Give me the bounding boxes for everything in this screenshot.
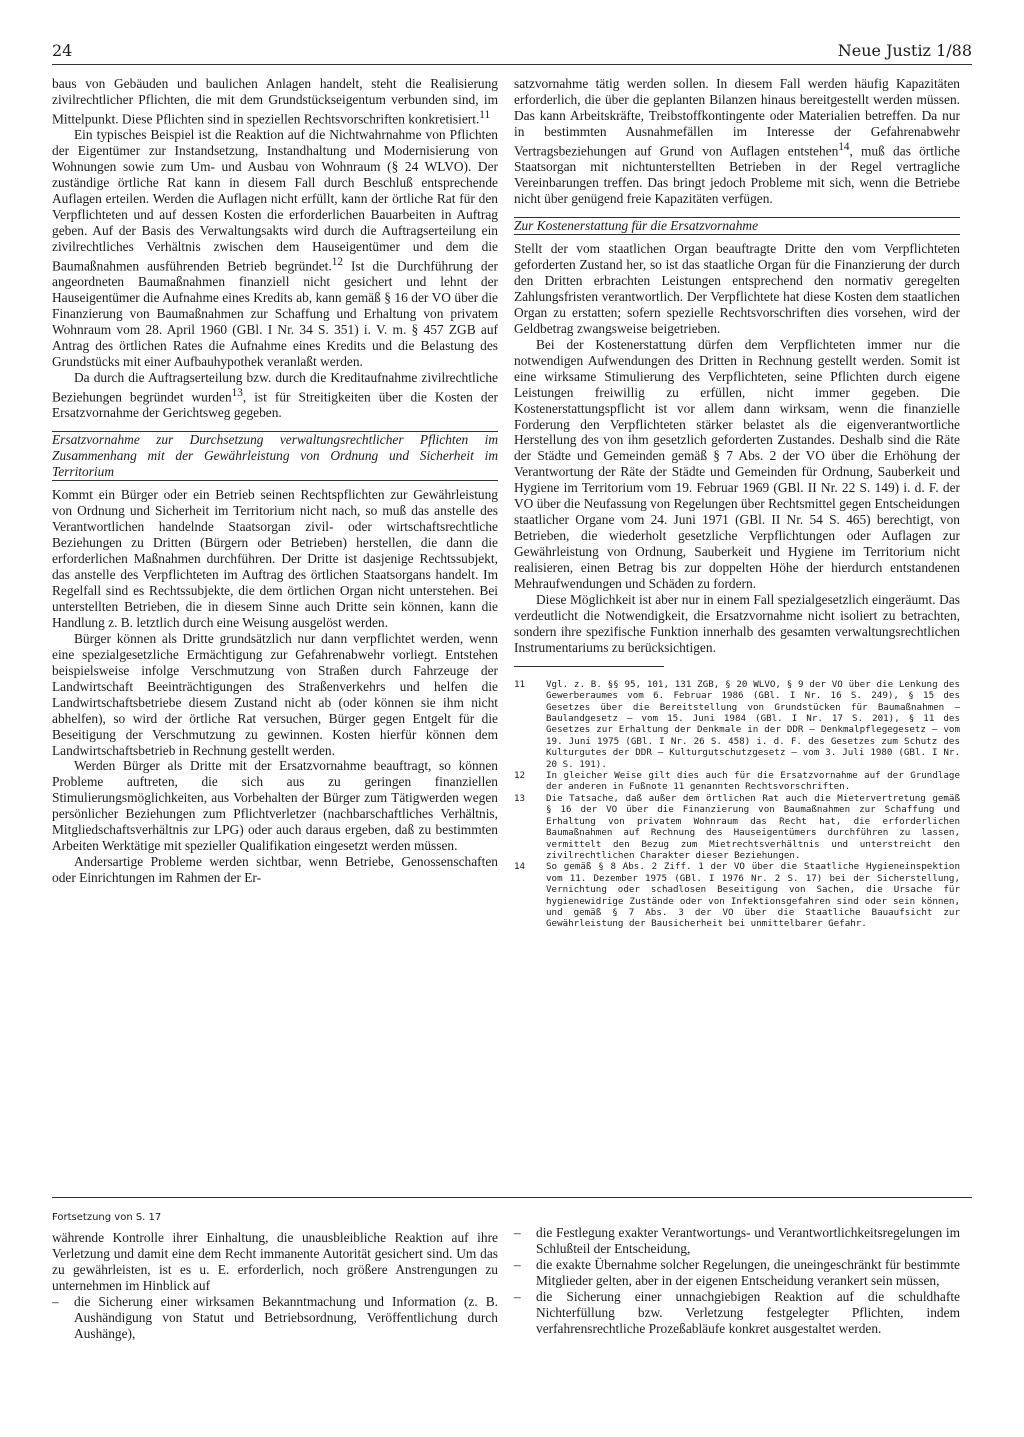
paragraph: Bei der Kostenerstattung dürfen dem Verpflichteten immer nur die notwendigen Aufwendungen des Dritten in Rechnung gestellt werden. Somit ist eine wirksame Stimulierung des Verpflichteten, seine Pflichten durch eigene Leistungen freiwillig zu erfüllen, nicht immer gegeben. Die Kostenerstattungspflicht ist vor allem dann wirksam, wenn die finanzielle Forderung den Verpflichteten stärker belastet als die eigenverantwortliche Herstellung des von ihm gesetzlich geforderten Zustandes. Deshalb sind die Räte der Städte und Gemeinden gemäß § 7 Abs. 2 der VO über die Erhöhung der Verantwortung der Räte der Städte und Gemeinden für Ordnung, Sauberkeit und Hygiene im Territorium vom 19. Februar 1969 (GBl. II Nr. 22 S. 149) i. d. F. der VO über die Neufassung von Regelungen über Rechtsmittel gegen Entscheidungen staatlicher Organe vom 24. Juni 1971 (GBl. II Nr. 54 S. 465) berechtigt, von Betrieben, die wiederholt gesetzliche Verpflichtungen oder Auflagen zur Gewährleistung von Ordnung, Sauberkeit und Hygiene im Territorium nicht realisieren, einen Betrag bis zur doppelten Höhe der hierdurch entstandenen Mehraufwendungen und Schäden zu fordern. [514,336,960,592]
footnote: 12 In gleicher Weise gilt dies auch für die Ersatzvornahme auf der Grundlage der anderen in Fußnote 11 genannten Rechtsvorschriften. [514,770,960,793]
footnote: 14 So gemäß § 8 Abs. 2 Ziff. 1 der VO über die Staatliche Hygieneinspektion vom 11. Dezember 1975 (GBl. I 1976 Nr. 2 S. 17) bei der Sicherstellung, Vernichtung oder schadlosen Beseitigung von Sachen, die Ursache für hygienewidrige Zustände oder von Infektionsgefahren sind oder sein können, und gemäß § 7 Abs. 3 der VO über die Staatliche Bauaufsicht zur Gewährleistung der Bausicherheit bei unmittelbarer Gefahr. [514,861,960,930]
footnote-ref: 11 [479,108,491,121]
paragraph: Bürger können als Dritte grundsätzlich nur dann verpflichtet werden, wenn eine spezialgesetzliche Ermächtigung zur Gefahrenabwehr vorliegt. Entstehen beispielsweise infolge Verschmutzung von Straßen durch Fahrzeuge der Landwirtschaft Beeinträchtigungen des Straßenverkehrs und helfen die Landwirtschaftsbetriebe diesem Zustand nicht ab (oder können sie ihm nicht abhelfen), so wird der örtliche Rat versuchen, Bürger gegen Entgelt für die Beseitigung der Verschmutzung zu gewinnen. Kosten hierfür können dem Landwirtschaftsbetrieb in Rechnung gestellt werden. [52,630,498,758]
list-item: – die Festlegung exakter Verantwortungs- und Verantwortlichkeitsregelungen im Schlußteil der Entscheidung, [514,1225,960,1256]
paragraph: baus von Gebäuden und baulichen Anlagen handelt, steht die Realisierung zivilrechtlicher Pflichten, die mit dem Grundstückseigentum verbunden sind, im Mittelpunkt. Diese Pflichten sind in speziellen Rechtsvorschriften konkretisiert.$^{11}$ [52,76,498,127]
paragraph: Da durch die Auftragserteilung bzw. durch die Kreditaufnahme zivilrechtliche Beziehungen begründet wurden$^{13}$, ist für Streitigkeiten über die Kosten der Ersatzvornahme der Gerichtsweg gegeben. [52,370,498,421]
continuation-left [52,1210,498,1342]
paragraph: währende Kontrolle ihrer Einhaltung, die unausbleibliche Reaktion auf ihre Verletzung und damit eine dem Recht immanente Autorität gesichert sind. Um das zu gewährleisten, ist es u. E. erforderlich, noch größere Anstrengungen zu unternehmen im Hinblick auf [52,1230,498,1293]
continuation-label: Fortsetzung von S. 17 [52,1212,162,1223]
page-header [52,38,972,65]
footnote-divider [514,666,664,667]
continuation-right [514,1225,960,1337]
journal-issue: Neue Justiz 1/88 [837,41,972,60]
left-column [52,76,498,886]
section-heading: Zur Kostenerstattung für die Ersatzvornahme [514,218,759,234]
paragraph: satzvornahme tätig werden sollen. In diesem Fall werden häufig Kapazitäten erforderlich, die über die geplanten Bilanzen hinaus bereitgestellt werden müssen. Das kann Arbeitskräfte, Treibstoffkontingente oder Materialien betreffen. Da nur in bestimmten Ausnahmefällen im Interesse der Gefahrenabwehr Vertragsbeziehungen auf Grund von Auflagen entstehen$^{14}$, muß das örtliche Staatsorgan mit nichtunterstellten Betrieben in der Regel vertragliche Vereinbarungen treffen. Das bringt jedoch Probleme mit sich, wenn die Betriebe nicht über genügend freie Kapazitäten verfügen. [514,76,960,207]
section-divider [514,234,960,235]
paragraph: Diese Möglichkeit ist aber nur in einem Fall spezialgesetzlich eingeräumt. Das verdeutlicht die Notwendigkeit, die Ersatzvornahme nicht isoliert zu betrachten, sondern ihre spezifische Funktion innerhalb des gesamten verwaltungsrechtlichen Instrumentariums zu berücksichtigen. [514,592,960,655]
right-column [514,76,960,930]
paragraph: Andersartige Probleme werden sichtbar, wenn Betriebe, Genossenschaften oder Einrichtungen im Rahmen der Er- [52,854,498,886]
paragraph: Ein typisches Beispiel ist die Reaktion auf die Nichtwahrnahme von Pflichten der Eigentümer zur Instandsetzung, Instandhaltung und Modernisierung von Wohnungen sowie zum Um- und Ausbau von Wohnraum (§ 24 WLVO). Der zuständige örtliche Rat kann in diesem Fall durch Beschluß entsprechende Auflagen erteilen. Werden die Auflagen nicht erfüllt, kann der örtliche Rat für den Verpflichteten und auf dessen Kosten die erforderlichen Bauarbeiten in Auftrag geben. Auf der Basis des Verwaltungsakts wird durch die Auftragserteilung ein zivilrechtliches Verhältnis zwischen dem Hauseigentümer und dem die Baumaßnahmen ausführenden Betrieb begründet.$^{12}$ Ist die Durchführung der angeordneten Baumaßnahmen finanziell nicht gesichert und lehnt der Hauseigentümer die Aufnahme eines Kredits ab, kann gemäß § 16 der VO über die Finanzierung von Baumaßnahmen zur Schaffung und Erhaltung von privatem Wohnraum vom 28. April 1960 (GBl. I Nr. 34 S. 351) i. V. m. § 457 ZGB auf Antrag des örtlichen Rates die Aufnahme eines Kredits und die Belastung des Grundstücks mit einer Aufbauhypothek veranlaßt werden. [52,127,498,370]
footnote: 11 Vgl. z. B. §§ 95, 101, 131 ZGB, § 20 WLVO, § 9 der VO über die Lenkung des Gewerberaumes vom 6. Februar 1986 (GBl. I Nr. 16 S. 249), § 15 des Gesetzes über die Bereitstellung von Grundstücken für Baumaßnahmen – Baulandgesetz – vom 15. Juni 1984 (GBl. I Nr. 17 S. 201), § 11 des Gesetzes zur Erhaltung der Denkmale in der DDR – Denkmalpflegegesetz – vom 19. Juni 1975 (GBl. I Nr. 26 S. 458) i. d. F. des Gesetzes zum Schutz des Kulturgutes der DDR – Kulturgutschutzgesetz – vom 3. Juli 1980 (GBl. I Nr. 20 S. 191). [514,678,960,770]
list-item: – die exakte Übernahme solcher Regelungen, die uneingeschränkt für bestimmte Mitglieder gelten, aber in der eigenen Entscheidung verankert sein müssen, [514,1257,960,1288]
list-item: – die Sicherung einer unnachgiebigen Reaktion auf die schuldhafte Nichterfüllung bzw. Verletzung festgelegter Pflichten, indem verfahrensrechtliche Prozeßabläufe konkret ausgestaltet werden. [514,1289,960,1336]
list-item: – die Sicherung einer wirksamen Bekanntmachung und Information (z. B. Aushändigung von Statut und Betriebsordnung, Veröffentlichung durch Aushänge), [52,1294,498,1341]
section-divider [52,480,498,481]
footnote: 13 Die Tatsache, daß außer dem örtlichen Rat auch die Mietervertretung gemäß § 16 der VO über die Finanzierung von Baumaßnahmen zur Schaffung und Erhaltung von privatem Wohnraum das Recht hat, die erforderlichen Baumaßnahmen auf Rechnung des Hauseigentümers durchführen zu lassen, vermittelt den Bezug zum Mietrechtsverhältnis und unterstreicht den zivilrechtlichen Charakter dieser Beziehungen. [514,792,960,861]
footnote-ref: 13 [231,387,243,400]
paragraph: Stellt der vom staatlichen Organ beauftragte Dritte den vom Verpflichteten geforderten Zustand her, so ist das staatliche Organ für die Finanzierung der durch den Dritten erbrachten Leistungen entsprechend den normativ geregelten Zahlungsfristen verantwortlich. Der Verpflichtete hat diese Kosten dem staatlichen Organ zu erstatten; sofern spezielle Rechtsvorschriften dies vorsehen, wird der Geldbetrag zwangsweise beigetrieben. [514,241,960,336]
section-heading: Ersatzvornahme zur Durchsetzung verwaltungsrechtlicher Pflichten im Zusammenhang mit der Gewährleistung von Ordnung und Sicherheit im Territorium [52,432,498,480]
continuation-divider [52,1197,972,1198]
page-number: 24 [52,41,73,60]
footnote-ref: 12 [331,255,343,268]
paragraph: Kommt ein Bürger oder ein Betrieb seinen Rechtspflichten zur Gewährleistung von Ordnung und Sicherheit im Territorium nicht nach, so muß das anstelle des Verantwortlichen handelnde Staatsorgan zivil- oder wirtschaftsrechtliche Beziehungen zu Dritten (Bürgern oder Betrieben) herstellen, die dann die erforderlichen Maßnahmen durchführen. Der Dritte ist dasjenige Rechtssubjekt, das anstelle des Verpflichteten im Auftrag des örtlichen Staatsorgans handelt. Im Regelfall sind es Rechtssubjekte, die dem örtlichen Organ nicht unterstehen. Bei unterstellten Betrieben, die in diesem Sinne auch Dritte sein können, kann die Handlung z. B. letztlich durch eine Weisung ausgelöst werden. [52,487,498,630]
footnote-ref: 14 [838,140,850,153]
footnotes [514,679,960,930]
paragraph: Werden Bürger als Dritte mit der Ersatzvornahme beauftragt, so können Probleme auftreten, die sich aus zu geringen finanziellen Stimulierungsmöglichkeiten, aus Vorbehalten der Bürger zum Tätigwerden wegen persönlicher Beziehungen zum Pflichtverletzer (nachbarschaftliches Verhältnis, Mitgliedschaftsverhältnis zur LPG) oder auch daraus ergeben, daß zu bestimmten Arbeiten Werktätige mit spezieller Qualifikation eingesetzt werden müssen. [52,758,498,854]
